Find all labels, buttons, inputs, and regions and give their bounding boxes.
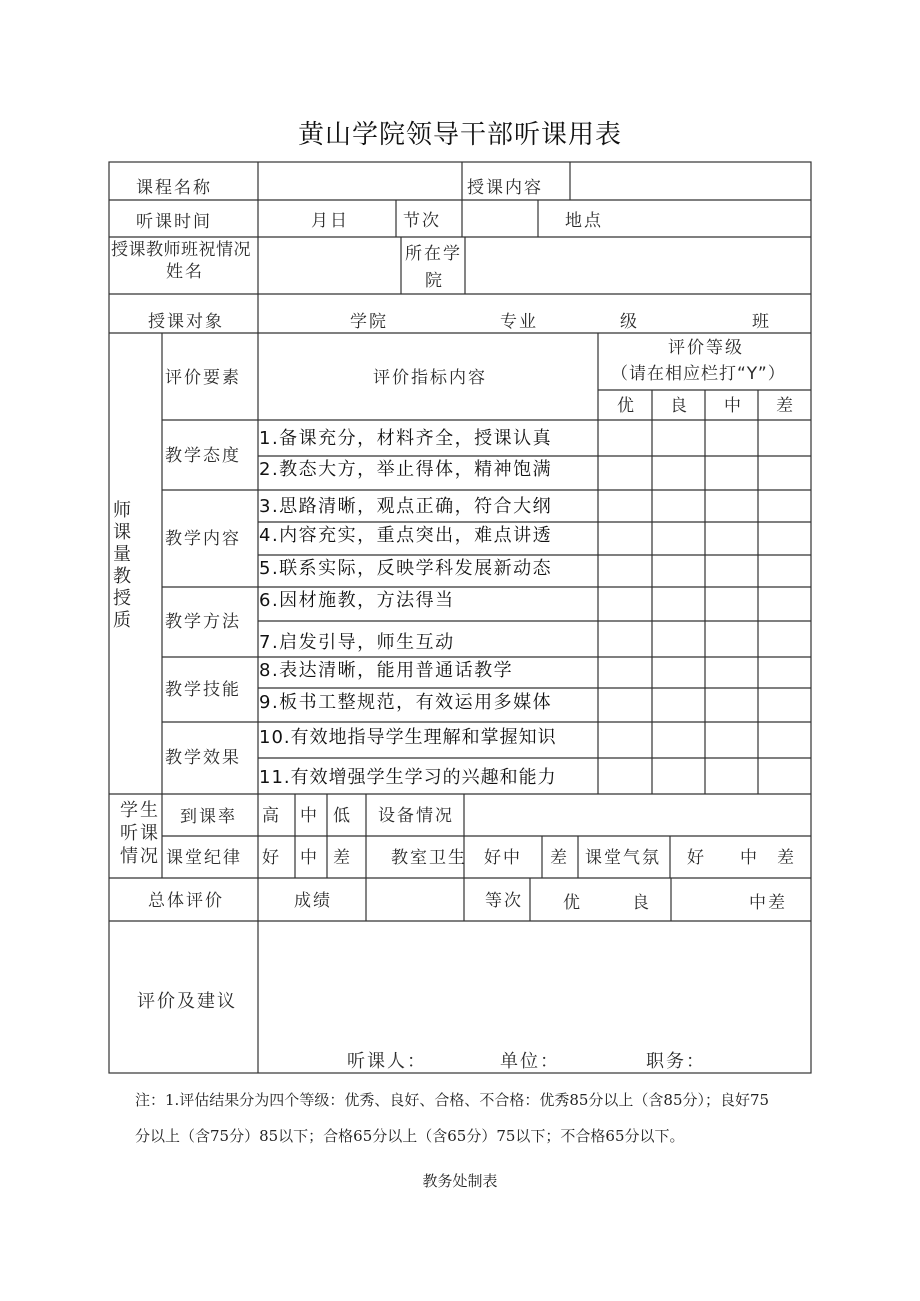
- criterion-6: 6.因材施教，方法得当: [259, 590, 455, 611]
- grade-hint: （请在相应栏打“Y”）: [611, 364, 786, 384]
- position-label: 职务：: [646, 1051, 706, 1072]
- teacher-label-line2: 姓名: [166, 262, 204, 282]
- hygiene-label: 教室卫生: [391, 848, 467, 868]
- rank-good: 良: [632, 893, 651, 913]
- discipline-poor: 差: [333, 848, 352, 868]
- score-label: 成绩: [294, 891, 332, 911]
- atmosphere-label: 课堂气氛: [585, 848, 661, 868]
- attendance-high: 高: [262, 806, 281, 826]
- target-grade: 级: [620, 312, 639, 332]
- date-label: 月日: [311, 211, 349, 231]
- criterion-7: 7.启发引导，师生互动: [259, 632, 455, 653]
- rank-mid-poor: 中差: [749, 893, 787, 913]
- attendance-label: 到课率: [180, 807, 237, 827]
- target-class: 班: [752, 312, 771, 332]
- hygiene-poor: 差: [550, 848, 569, 868]
- criterion-11: 11.有效增强学生学习的兴趣和能力: [259, 767, 557, 788]
- overall-label: 总体评价: [148, 891, 224, 911]
- section-label: 节次: [403, 211, 441, 231]
- target-label: 授课对象: [148, 312, 224, 332]
- student-label-line1: 学生: [120, 800, 160, 821]
- level-good: 良: [670, 396, 689, 416]
- eval-content-header: 评价指标内容: [373, 368, 487, 388]
- footer-issuer: 教务处制表: [422, 1172, 498, 1190]
- target-major: 专业: [500, 312, 538, 332]
- level-medium: 中: [724, 396, 743, 416]
- category-content: 教学内容: [165, 529, 241, 549]
- category-attitude: 教学态度: [165, 446, 241, 466]
- category-method: 教学方法: [165, 612, 241, 632]
- criterion-4: 4.内容充实，重点突出，难点讲透: [259, 525, 553, 546]
- teaching-quality-label: 师 课 量 教 授 质: [113, 500, 131, 631]
- criterion-2: 2.教态大方，举止得体，精神饱满: [259, 459, 553, 480]
- student-label-line3: 情况: [120, 846, 160, 867]
- note-line-2: 分以上（含75分）85以下；合格65分以上（含65分）75以下；不合格65分以下。: [135, 1127, 685, 1145]
- listen-time-label: 听课时间: [136, 212, 212, 232]
- note-line-1: 注：1.评估结果分为四个等级：优秀、良好、合格、不合格：优秀85分以上（含85分）；良好75: [135, 1091, 770, 1109]
- college-label-line1: 所在学: [405, 244, 462, 264]
- rank-excellent: 优: [563, 893, 582, 913]
- criterion-10: 10.有效地指导学生理解和掌握知识: [259, 727, 557, 748]
- atmosphere-good: 好: [687, 848, 706, 868]
- level-excellent: 优: [617, 396, 636, 416]
- category-skill: 教学技能: [165, 680, 241, 700]
- criterion-9: 9.板书工整规范，有效运用多媒体: [259, 692, 553, 713]
- student-label-line2: 听课: [120, 823, 160, 844]
- rank-label: 等次: [485, 891, 523, 911]
- attendance-mid: 中: [300, 806, 319, 826]
- category-effect: 教学效果: [165, 748, 241, 768]
- discipline-good: 好: [262, 848, 281, 868]
- form-title: 黄山学院领导干部听课用表: [297, 120, 622, 150]
- teaching-content-label: 授课内容: [467, 178, 543, 198]
- hygiene-good-mid: 好中: [484, 848, 522, 868]
- grade-title: 评价等级: [668, 338, 744, 358]
- level-poor: 差: [776, 396, 795, 416]
- criterion-1: 1.备课充分，材料齐全，授课认真: [259, 428, 553, 449]
- target-college: 学院: [350, 312, 388, 332]
- teacher-label-line1: 授课教师班祝情况: [111, 240, 251, 260]
- unit-label: 单位：: [500, 1051, 560, 1072]
- suggestion-label: 评价及建议: [137, 991, 237, 1012]
- equipment-label: 设备情况: [378, 806, 454, 826]
- eval-element-header: 评价要素: [165, 368, 241, 388]
- criterion-8: 8.表达清晰，能用普通话教学: [259, 660, 514, 681]
- discipline-mid: 中: [300, 848, 319, 868]
- discipline-label: 课堂纪律: [166, 848, 242, 868]
- listener-label: 听课人：: [347, 1051, 427, 1072]
- atmosphere-poor: 差: [777, 848, 796, 868]
- place-label: 地点: [565, 211, 603, 231]
- course-name-label: 课程名称: [136, 178, 212, 198]
- college-label-line2: 院: [425, 271, 444, 291]
- criterion-3: 3.思路清晰，观点正确，符合大纲: [259, 496, 553, 517]
- attendance-low: 低: [333, 806, 352, 826]
- criterion-5: 5.联系实际，反映学科发展新动态: [259, 558, 553, 579]
- atmosphere-mid: 中: [740, 848, 759, 868]
